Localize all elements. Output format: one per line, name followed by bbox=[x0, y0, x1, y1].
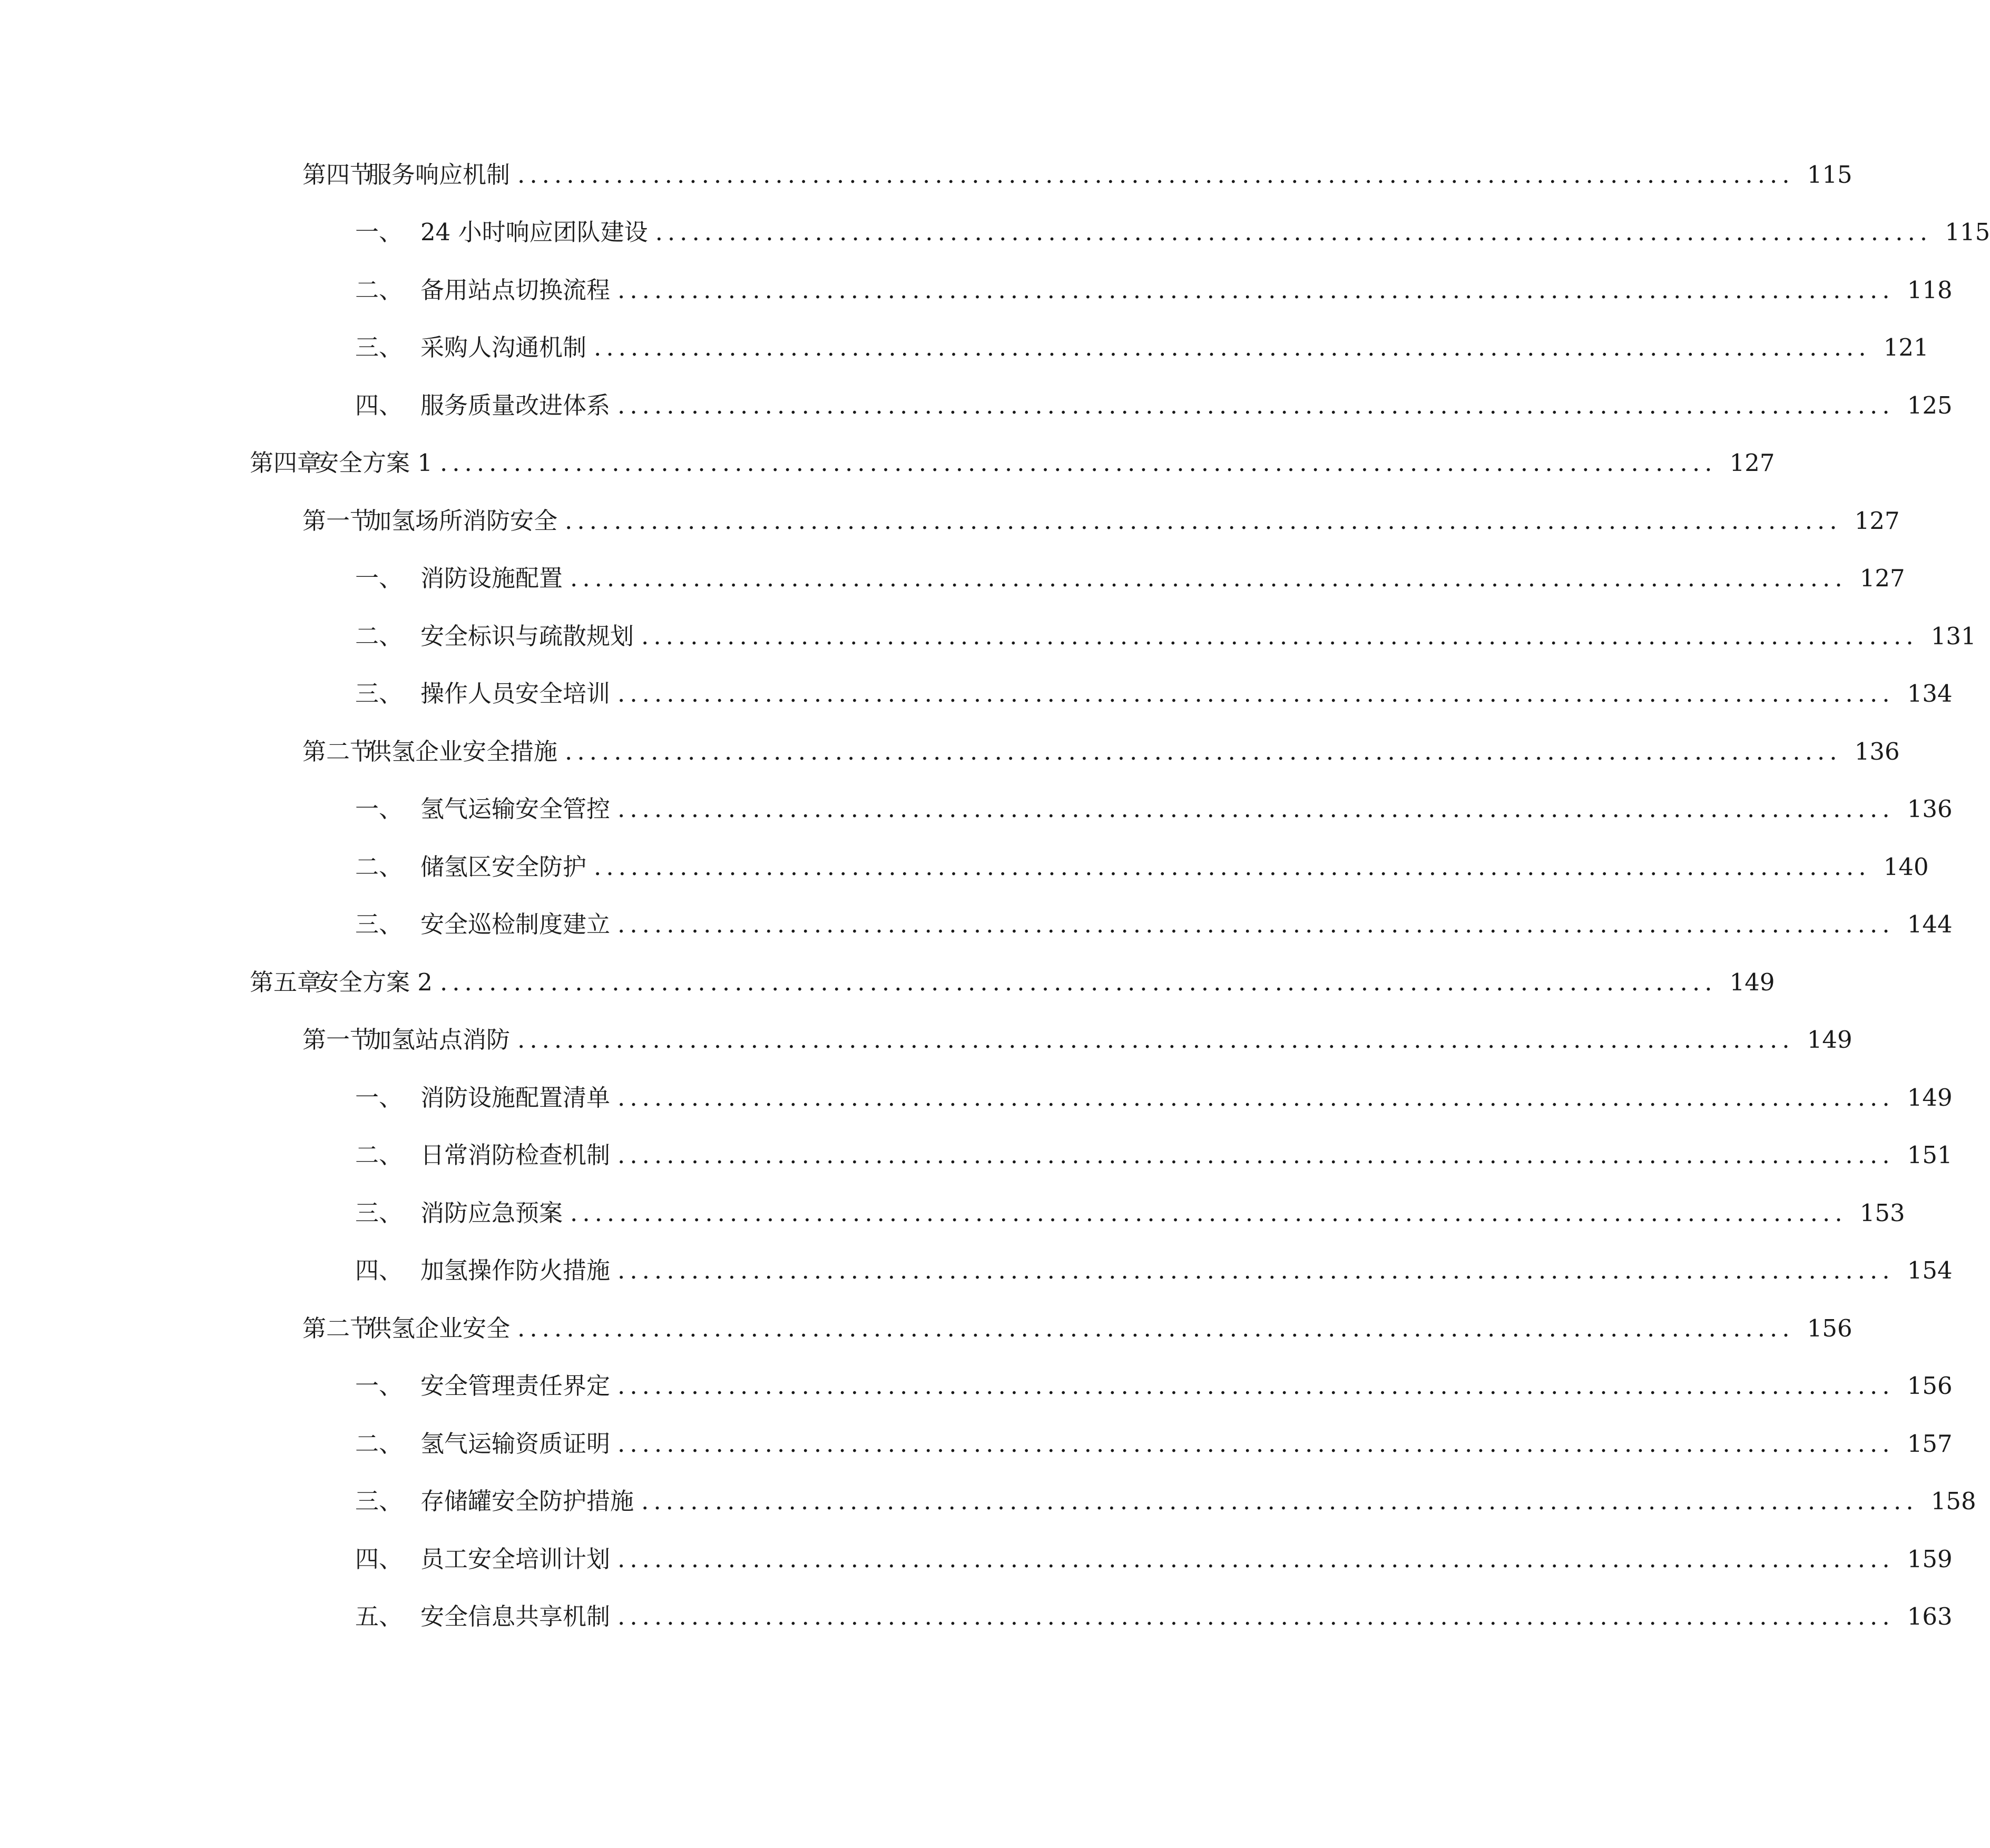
toc-entry[interactable] bbox=[302, 1310, 1852, 1347]
toc-entry-title: 安全标识与疏散规划 bbox=[420, 622, 634, 650]
toc-entry-title: 日常消防检查机制 bbox=[420, 1141, 611, 1169]
toc-entry[interactable] bbox=[302, 733, 1900, 770]
dot-leader: ........................................................................................................ bbox=[594, 853, 1871, 881]
toc-entry[interactable] bbox=[355, 791, 1953, 828]
toc-entry-title: 安全管理责任界定 bbox=[420, 1372, 611, 1400]
toc-entry-page: 157 bbox=[1907, 1430, 1953, 1458]
toc-entry-page: 149 bbox=[1807, 1026, 1852, 1054]
toc-entry-page: 163 bbox=[1907, 1603, 1953, 1630]
toc-entry-number: 二、 bbox=[355, 853, 403, 881]
toc-entry-number: 第五章 bbox=[250, 968, 321, 996]
toc-entry-page: 136 bbox=[1907, 795, 1953, 823]
dot-leader: ........................................................................................................ bbox=[565, 507, 1842, 535]
toc-entry-title: 员工安全培训计划 bbox=[420, 1545, 611, 1573]
toc-entry[interactable] bbox=[355, 675, 1953, 712]
dot-leader: ........................................................................................................ bbox=[617, 910, 1895, 938]
toc-entry[interactable] bbox=[355, 1426, 1953, 1462]
toc-entry-title: 氢气运输安全管控 bbox=[420, 795, 611, 823]
toc-entry-title: 加氢操作防火措施 bbox=[420, 1256, 611, 1284]
toc-entry-number: 二、 bbox=[355, 622, 403, 650]
toc-entry-title: 采购人沟通机制 bbox=[420, 333, 587, 361]
toc-entry[interactable] bbox=[355, 1079, 1953, 1116]
toc-entry-page: 151 bbox=[1907, 1141, 1953, 1169]
toc-entry-number: 二、 bbox=[355, 1430, 403, 1458]
toc-entry[interactable] bbox=[250, 445, 1775, 481]
toc-entry[interactable] bbox=[355, 1195, 1905, 1232]
toc-entry-number: 三、 bbox=[355, 910, 403, 938]
toc-entry-title: 安全巡检制度建立 bbox=[420, 910, 611, 938]
toc-entry-number: 第一节 bbox=[302, 507, 374, 535]
toc-entry-page: 140 bbox=[1883, 853, 1929, 881]
toc-entry-page: 115 bbox=[1945, 218, 1990, 246]
toc-entry-page: 131 bbox=[1930, 622, 1976, 650]
toc-entry-page: 118 bbox=[1907, 276, 1953, 304]
toc-entry-page: 127 bbox=[1859, 564, 1905, 592]
dot-leader: ........................................................................................................ bbox=[517, 1026, 1795, 1054]
toc-entry[interactable] bbox=[355, 1137, 1953, 1174]
toc-entry[interactable] bbox=[302, 1021, 1852, 1058]
toc-entry[interactable] bbox=[355, 329, 1929, 366]
toc-entry-page: 144 bbox=[1907, 910, 1953, 938]
toc-entry[interactable] bbox=[355, 1252, 1953, 1289]
toc-entry-number: 第二节 bbox=[302, 1314, 374, 1342]
toc-entry-number: 第一节 bbox=[302, 1026, 374, 1054]
toc-entry-number: 第二节 bbox=[302, 738, 374, 765]
toc-entry-page: 149 bbox=[1907, 1084, 1953, 1112]
toc-entry-number: 第四章 bbox=[250, 449, 321, 477]
toc-entry[interactable] bbox=[355, 1541, 1953, 1578]
toc-entry-number: 二、 bbox=[355, 1141, 403, 1169]
dot-leader: ........................................................................................................ bbox=[617, 1603, 1895, 1630]
dot-leader: ........................................................................................................ bbox=[641, 1487, 1918, 1515]
dot-leader: ........................................................................................................ bbox=[617, 391, 1895, 419]
toc-entry-title: 消防应急预案 bbox=[420, 1199, 563, 1227]
toc-entry-page: 158 bbox=[1930, 1487, 1976, 1515]
toc-entry-title: 备用站点切换流程 bbox=[420, 276, 611, 304]
dot-leader: ........................................................................................................ bbox=[617, 1545, 1895, 1573]
dot-leader: ........................................................................................................ bbox=[570, 564, 1847, 592]
toc-entry-title: 供氢企业安全措施 bbox=[368, 738, 558, 765]
dot-leader: ........................................................................................................ bbox=[570, 1199, 1847, 1227]
toc-entry[interactable] bbox=[355, 387, 1953, 424]
toc-entry[interactable] bbox=[355, 849, 1929, 886]
toc-entry-title: 储氢区安全防护 bbox=[420, 853, 587, 881]
toc-entry-page: 115 bbox=[1807, 161, 1852, 189]
toc-entry-page: 149 bbox=[1729, 968, 1775, 996]
dot-leader: ........................................................................................................ bbox=[617, 1084, 1895, 1112]
dot-leader: ........................................................................................................ bbox=[517, 1314, 1795, 1342]
toc-entry-title: 加氢场所消防安全 bbox=[368, 507, 558, 535]
toc-entry-number: 三、 bbox=[355, 1487, 403, 1515]
toc-entry-title: 服务质量改进体系 bbox=[420, 391, 611, 419]
toc-entry[interactable] bbox=[355, 214, 1990, 251]
dot-leader: ........................................................................................................ bbox=[439, 968, 1717, 996]
toc-entry[interactable] bbox=[355, 1368, 1953, 1404]
dot-leader: ........................................................................................................ bbox=[565, 738, 1842, 765]
toc-entry-title: 服务响应机制 bbox=[368, 161, 511, 189]
toc-entry-number: 五、 bbox=[355, 1603, 403, 1630]
dot-leader: ........................................................................................................ bbox=[655, 218, 1933, 246]
toc-entry-number: 四、 bbox=[355, 1256, 403, 1284]
toc-entry[interactable] bbox=[355, 1483, 1976, 1520]
toc-entry-number: 一、 bbox=[355, 564, 403, 592]
dot-leader: ........................................................................................................ bbox=[439, 449, 1717, 477]
toc-entry-page: 154 bbox=[1907, 1256, 1953, 1284]
toc-entry-page: 159 bbox=[1907, 1545, 1953, 1573]
toc-entry-title: 24 小时响应团队建设 bbox=[420, 218, 648, 246]
toc-entry-title: 消防设施配置 bbox=[420, 564, 563, 592]
dot-leader: ........................................................................................................ bbox=[594, 333, 1871, 361]
toc-entry-number: 一、 bbox=[355, 795, 403, 823]
toc-entry-page: 153 bbox=[1859, 1199, 1905, 1227]
toc-entry-number: 一、 bbox=[355, 218, 403, 246]
toc-entry-number: 一、 bbox=[355, 1372, 403, 1400]
toc-entry-page: 125 bbox=[1907, 391, 1953, 419]
toc-entry-page: 121 bbox=[1883, 333, 1929, 361]
toc-entry-title: 供氢企业安全 bbox=[368, 1314, 511, 1342]
toc-entry-number: 二、 bbox=[355, 276, 403, 304]
toc-entry[interactable] bbox=[355, 618, 1976, 655]
toc-entry-title: 加氢站点消防 bbox=[368, 1026, 511, 1054]
toc-entry-page: 127 bbox=[1729, 449, 1775, 477]
toc-entry-title: 操作人员安全培训 bbox=[420, 680, 611, 707]
toc-entry-page: 156 bbox=[1907, 1372, 1953, 1400]
toc-entry-number: 三、 bbox=[355, 1199, 403, 1227]
toc-entry-title: 安全信息共享机制 bbox=[420, 1603, 611, 1630]
toc-entry[interactable] bbox=[355, 906, 1953, 943]
dot-leader: ........................................................................................................ bbox=[641, 622, 1918, 650]
toc-entry-page: 134 bbox=[1907, 680, 1953, 707]
toc-entry-number: 三、 bbox=[355, 333, 403, 361]
toc-entry-page: 136 bbox=[1854, 738, 1900, 765]
dot-leader: ........................................................................................................ bbox=[517, 161, 1795, 189]
toc-entry-number: 四、 bbox=[355, 1545, 403, 1573]
dot-leader: ........................................................................................................ bbox=[617, 276, 1895, 304]
toc-entry-title: 消防设施配置清单 bbox=[420, 1084, 611, 1112]
dot-leader: ........................................................................................................ bbox=[617, 1372, 1895, 1400]
dot-leader: ........................................................................................................ bbox=[617, 1141, 1895, 1169]
toc-entry-number: 一、 bbox=[355, 1084, 403, 1112]
toc-entry-page: 156 bbox=[1807, 1314, 1852, 1342]
toc-entry[interactable] bbox=[302, 156, 1852, 193]
toc-entry-title: 安全方案 1 bbox=[315, 449, 433, 477]
toc-entry-page: 127 bbox=[1854, 507, 1900, 535]
toc-entry-title: 存储罐安全防护措施 bbox=[420, 1487, 634, 1515]
toc-entry[interactable] bbox=[355, 1598, 1953, 1635]
dot-leader: ........................................................................................................ bbox=[617, 1430, 1895, 1458]
toc-entry[interactable] bbox=[355, 272, 1953, 309]
toc-entry-title: 安全方案 2 bbox=[315, 968, 433, 996]
dot-leader: ........................................................................................................ bbox=[617, 680, 1895, 707]
dot-leader: ........................................................................................................ bbox=[617, 1256, 1895, 1284]
toc-entry[interactable] bbox=[250, 964, 1775, 1001]
toc-entry-number: 三、 bbox=[355, 680, 403, 707]
toc-entry-number: 第四节 bbox=[302, 161, 374, 189]
toc-entry[interactable] bbox=[302, 503, 1900, 539]
toc-entry[interactable] bbox=[355, 560, 1905, 597]
toc-entry-number: 四、 bbox=[355, 391, 403, 419]
dot-leader: ........................................................................................................ bbox=[617, 795, 1895, 823]
toc-entry-title: 氢气运输资质证明 bbox=[420, 1430, 611, 1458]
